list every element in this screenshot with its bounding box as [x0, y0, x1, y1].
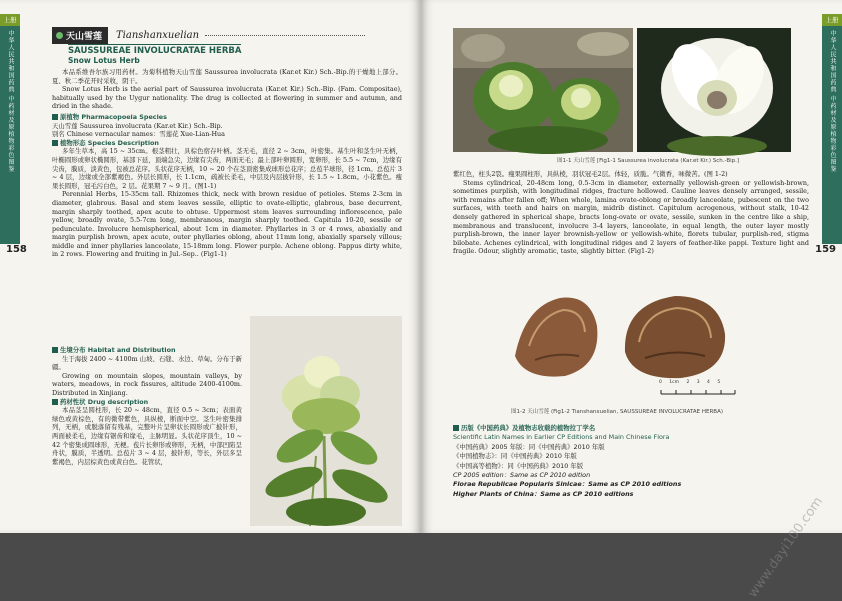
dried-herb-photo	[505, 286, 735, 384]
watermark: www.dayi100.com	[745, 494, 826, 601]
intro-cn: 本品系维吾尔族习用药材。为菊科植物天山雪莲 Saussurea involucrata (Kar.et Kir.) Sch.-Bip.的干燥地上部分。夏、秋二季花开时采收，阴干。	[52, 68, 402, 85]
category-label: 上册	[822, 14, 842, 26]
heading-square-icon	[52, 140, 58, 146]
drug-cn: 本品茎呈圆柱形，长 20 ~ 48cm，直径 0.5 ~ 3cm；表面黄绿色或黄棕色，有的微带紫色，具纵棱，断面中空。茎生叶密集排列，无柄，或脱落留有残基，完整叶片呈卵状长圆形或广披针形，两面被柔毛，边缘有锯齿和缘毛，主脉明显。头状花序顶生，10 ~ 42 个密集成圆球形，无梗。苞片长卵形或卵形，无柄，中部凹陷呈舟状，膜质，半透明。总苞片 3 ~ 4 层，披针形，等长，外层多呈紫褐色，内层棕黄色或黄白色。花管状，	[52, 406, 242, 466]
history-line: Florae Republicae Popularis Sinicae：Same as CP 2010 editions	[453, 480, 682, 489]
page-number-right: 159	[815, 244, 836, 255]
monograph-title-bar	[52, 27, 365, 43]
scale-ruler	[659, 380, 739, 399]
title-divider	[205, 35, 365, 36]
title-cn-badge	[52, 27, 108, 44]
page-number-left: 158	[6, 244, 27, 255]
snow-lotus-plant-photo	[250, 316, 402, 526]
category-label: 上册	[0, 14, 20, 26]
right-body	[453, 170, 809, 256]
snow-lotus-flower-closeup-photo	[637, 28, 791, 152]
left-body-top	[52, 68, 402, 259]
history-line: CP 2005 edition：Same as CP 2010 edition	[453, 471, 591, 480]
latin-name: SAUSSUREAE INVOLUCRATAE HERBA	[68, 46, 242, 56]
history-line: 《中国高等植物》：同《中国药典》2010 年版	[453, 461, 584, 470]
heading-square-icon	[453, 425, 459, 431]
history-heading-en: Scientific Latin Names in Earlier CP Editions and Main Chinese Flora	[453, 433, 670, 442]
drug-en: Stems cylindrical, 20-48cm long, 0.5-3cm in diameter, externally yellowish-green or yellowish-brown, sometimes purplish, with longitudinal ridges, fracture hollowed. Cauline leaves densely arranged, sessile, with remains after fallen off; When whole, lamina ovate-oblong or broadly lanceolate, pubescent on the two surfaces, with teeth and hairs on margin, midrib distinct. Capitulum acrogenous, without stalk, 10-42 densely gathered in spherical shape, bracts long-ovate or ovate, sessile, sunken in the centre like a ship, membranous and translucent, involucre 3-4 layers, lanceolate, in equal length, the outer layer mostly purplish-brown, the inner layer brownish-yellow or yellowish-white, florets tubular, purplish-red, stigma bilobate. Achenes cylindrical, with longitudinal ridges and 2 layers of feather-like pappi. Texture light and fragile. Odour, slightly aromatic, taste, slightly bitter. (Fig1-2)	[453, 178, 809, 256]
history-line: Higher Plants of China：Same as CP 2010 editions	[453, 489, 634, 498]
title-pinyin: Tianshanxuelian	[116, 29, 200, 41]
bullet-dot-icon	[56, 32, 63, 39]
vernacular-line: 别名 Chinese vernacular names：雪莲花 Xue-Lian-Hua	[52, 130, 225, 139]
heading-square-icon	[52, 399, 58, 405]
history-line: 《中国药典》2005 年版：同《中国药典》2010 年版	[453, 442, 605, 451]
habitat-en: Growing on mountain slopes, mountain valleys, by waters, meadows, in rock fissures, altitude 2400-4100m. Distributed in Xinjiang.	[52, 371, 242, 397]
left-side-tab	[0, 14, 20, 244]
description-heading: 植物形态 Species Description	[52, 139, 402, 148]
history-section	[453, 424, 753, 499]
title-cn: 天山雪莲	[66, 31, 103, 42]
habitat-cn: 生于海拔 2400 ~ 4100m 山坡、石缝、水边、草甸。分布于新疆。	[52, 354, 242, 372]
description-cn: 多年生草本，高 15 ~ 35cm。根茎粗壮，具棕色宿存叶柄。茎无毛，直径 2 ~ 3cm，叶密集。基生叶和茎生叶无柄，叶椭圆形或卵状椭圆形，基部下延，顶端急尖，边缘有尖齿，两面无毛；最上部叶卵圆形，宽卵形，长 5.5 ~ 7cm，边缘有尖齿，膜质，淡黄色，包被总花序。头状花序无柄，10 ~ 20 个在茎顶密集成球形总花序；总苞半球形，径 1cm。总苞片 3 ~ 4 层，边缘或全部紫褐色。外层长圆形，长 1.1cm，疏被长柔毛，中层及内层披针形，长 1.5 ~ 1.8cm。小花紫色。瘦果长圆形，冠毛污白色，2 层。花果期 7 ~ 9 月。(图1-1)	[52, 147, 402, 190]
running-title: 中华人民共和国药典 中药材及原植物彩色图鉴	[7, 30, 14, 173]
english-name: Snow Lotus Herb	[68, 56, 140, 65]
figure-1-1-caption: 图1-1 天山雪莲 [Fig1-1 Saussurea involucrata (Kar.et Kir.) Sch.-Bip.]	[557, 158, 740, 164]
running-title: 中华人民共和国药典 中药材及原植物彩色图鉴	[829, 30, 836, 173]
description-en: Perennial Herbs, 15-35cm tall. Rhizomes thick, neck with brown residue of petioles. Stems 2-3cm in diameter, glabrous. Basal and stem leaves sessile, elliptic to ovate-elliptic, glabrous, base decurrent, margin sharply toothed, apex acute to obtuse. Uppermost stem leaves surrounding inflorescence, pale yellow, broadly ovate, 5.5-7cm long, membranous, margin sharply toothed. Capitula 10-20, sessile or pedunculate. Involucre hemispherical, about 1cm in diameter. Phyllaries in 3 or 4 rows, abaxially and margin purplish brown, apex acute, outer phyllaries oblong, about 11mm long, abaxially sparsely villous; middle and inner phyllaries lanceolate, 15-18mm long. Flower purple. Achene oblong. Pappus dirty white, in 2 rows. Flowering and fruiting in Jul.-Sep.. (Fig1-1)	[52, 190, 402, 259]
left-body-bottom	[52, 346, 242, 466]
drug-heading: 药材性状 Drug description	[52, 398, 242, 407]
heading-square-icon	[52, 347, 58, 353]
left-page	[0, 0, 421, 533]
figure-1-2-caption: 图1-2 天山雪莲 (Fig1-2 Tianshanxuelian, SAUSSUREAE INVOLUCRATAE HERBA)	[511, 409, 723, 415]
species-line: 天山雪莲 Saussurea involucrata (Kar.et Kir.) Sch.-Bip.	[52, 121, 223, 130]
intro-en: Snow Lotus Herb is the aerial part of Saussurea involucrata (Kar.et Kir.) Sch.-Bip. (Fam. Compositae), habitually used by the Uygur nationality. The drug is collected at flowering in summer and autumn, and dried in the shade.	[52, 85, 402, 111]
snow-lotus-habitat-photo	[453, 28, 633, 152]
heading-square-icon	[52, 114, 58, 120]
habitat-heading: 生境分布 Habitat and Distribution	[52, 346, 242, 355]
drug-cn-continued: 紫红色，柱头2裂。瘦果圆柱形，具纵棱，羽状冠毛2层。体轻，质脆。气微香，味微苦。(图 1-2)	[453, 170, 728, 178]
right-page	[421, 0, 842, 601]
history-heading: 历版《中国药典》及植物志收载的植物拉丁学名	[453, 424, 753, 433]
history-line: 《中国植物志》：同《中国药典》2010 年版	[453, 452, 577, 461]
scale-ruler-label: 0 1cm 2 3 4 5	[659, 380, 721, 385]
right-side-tab	[822, 14, 842, 244]
species-heading: 原植物 Pharmacopoeia Species	[52, 113, 402, 122]
